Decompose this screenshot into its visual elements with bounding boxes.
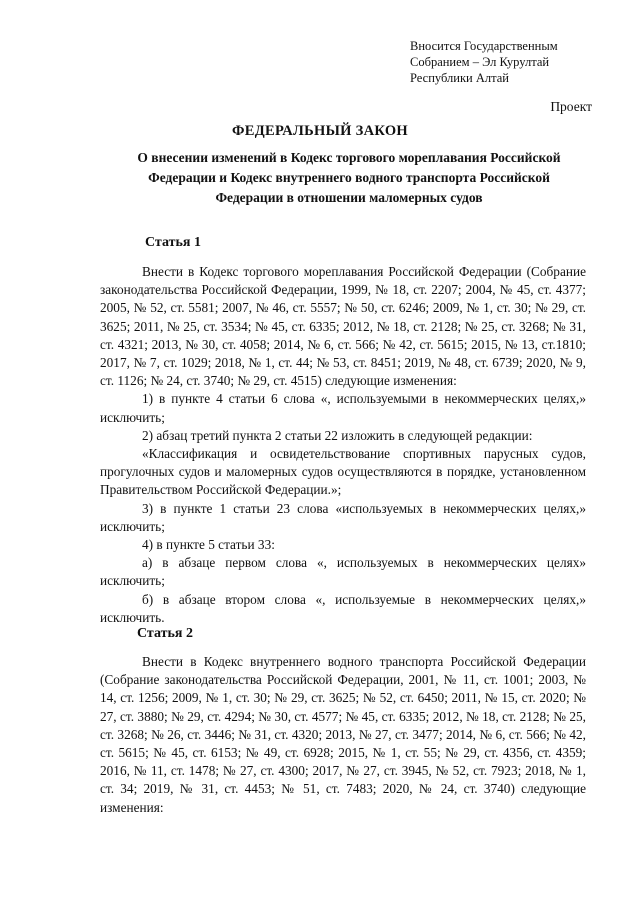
article-1-paragraph: «Классификация и освидетельствование спортивных парусных судов, прогулочных судов и маломерных судов осуществляются в порядке, установленном Правительством Российской Федерации.»; xyxy=(100,446,586,498)
article-1-paragraph: б) в абзаце втором слова «, используемые в некоммерческих целях,» исключить. xyxy=(100,591,586,625)
article-1-body xyxy=(100,263,586,627)
law-title-line-3: Федерации в отношении маломерных судов xyxy=(215,190,483,205)
article-1-paragraph: 3) в пункте 1 статьи 23 слова «используемых в некоммерческих целях,» исключить; xyxy=(100,500,586,534)
article-1-heading: Статья 1 xyxy=(145,235,201,250)
article-2-body xyxy=(100,653,586,817)
article-2-paragraph: Внести в Кодекс внутреннего водного транспорта Российской Федерации (Собрание законодательства Российской Федерации, 2001, № 11, ст. 1001; 2003, № 14, ст. 1256; 2009, № 1, ст. 30; № 29, ст. 3625; № 52, ст. 6450; 2011, № 15, ст. 2020; № 27, ст. 3880; № 29, ст. 4294; № 30, ст. 4577; № 45, ст. 6335; 2012, № 18, ст. 2128; № 25, ст. 3268; № 26, ст. 3446; № 31, ст. 4320; 2013, № 27, ст. 3477; 2014, № 6, ст. 566; № 42, ст. 5615; № 45, ст. 6153; № 49, ст. 6928; 2015, № 1, ст. 55; № 29, ст. 4356, ст. 4359; 2016, № 11, ст. 1478; № 27, ст. 4300; 2017, № 27, ст. 3945, № 52, ст. 7923; 2018, № 1, ст. 34; 2019, № 31, ст. 4453; № 51, ст. 7483; 2020, № 24, ст. 3740) следующие изменения: xyxy=(100,654,586,815)
article-1-paragraph: а) в абзаце первом слова «, используемых в некоммерческих целях» исключить; xyxy=(100,555,586,589)
law-type-heading: ФЕДЕРАЛЬНЫЙ ЗАКОН xyxy=(232,123,408,139)
law-title-line-2: Федерации и Кодекс внутреннего водного транспорта Российской xyxy=(148,170,550,185)
stamp-line-2: Собранием – Эл Курултай xyxy=(410,55,550,69)
article-2-heading: Статья 2 xyxy=(137,626,193,641)
article-1-paragraph: 4) в пункте 5 статьи 33: xyxy=(142,537,275,553)
stamp-line-1: Вносится Государственным xyxy=(410,39,558,53)
law-title xyxy=(110,148,588,208)
article-1-paragraph: 2) абзац третий пункта 2 статьи 22 изложить в следующей редакции: xyxy=(142,427,533,443)
submission-stamp xyxy=(410,38,620,86)
stamp-line-3: Республики Алтай xyxy=(410,71,509,85)
law-title-line-1: О внесении изменений в Кодекс торгового мореплавания Российской xyxy=(137,150,561,165)
article-1-paragraph: Внести в Кодекс торгового мореплавания Российской Федерации (Собрание законодательства Российской Федерации, 1999, № 18, ст. 2207; 2004, № 45, ст. 4377; 2005, № 52, ст. 5581; 2007, № 46, ст. 5557; № 50, ст. 6246; 2009, № 1, ст. 30; № 29, ст. 3625; 2011, № 25, ст. 3534; № 45, ст. 6335; 2012, № 18, ст. 2128; № 25, ст. 3268; № 31, ст. 4321; 2013, № 30, ст. 4058; 2014, № 6, ст. 566; № 42, ст. 5615; 2015, № 13, ст.1810; 2017, № 7, ст. 1029; 2018, № 1, ст. 44; № 53, ст. 8451; 2019, № 48, ст. 6739; 2020, № 9, ст. 1126; № 24, ст. 3740; № 29, ст. 4515) следующие изменения: xyxy=(100,264,586,389)
article-1-paragraph: 1) в пункте 4 статьи 6 слова «, используемыми в некоммерческих целях,» исключить; xyxy=(100,391,586,425)
project-label: Проект xyxy=(550,99,592,114)
